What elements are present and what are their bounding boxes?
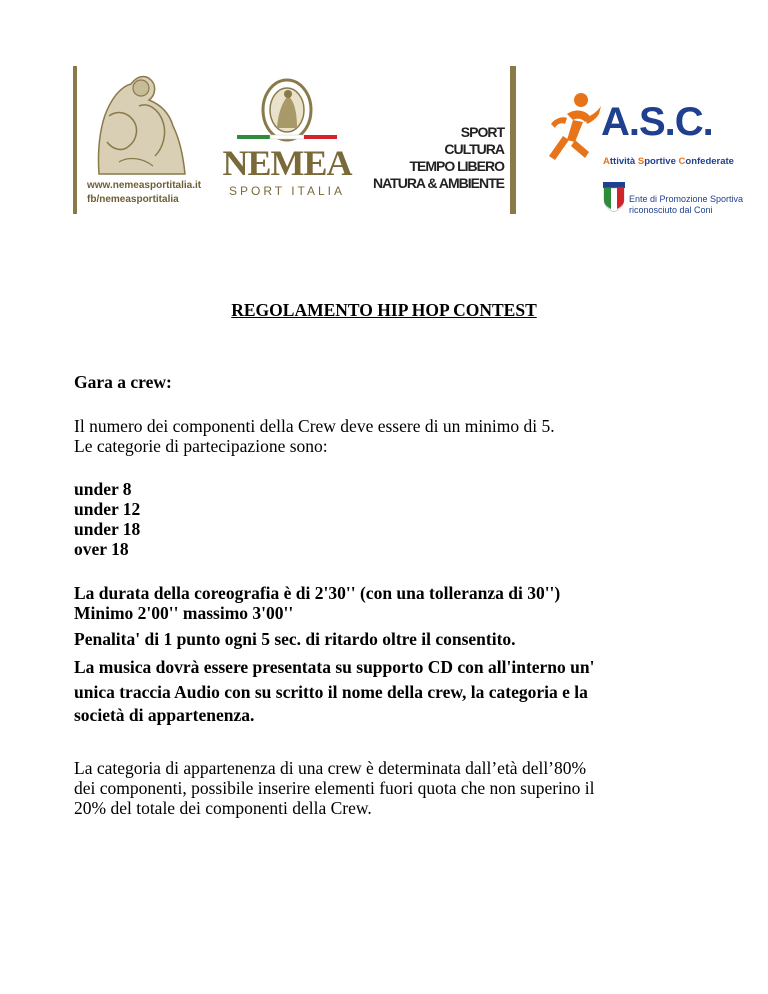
- section-heading: Gara a crew:: [74, 372, 172, 392]
- document-title: REGOLAMENTO HIP HOP CONTEST: [231, 300, 537, 320]
- category-item: under 18: [74, 519, 141, 539]
- asc-wordmark: A.S.C.: [601, 100, 713, 144]
- sport-cultura-lines: [373, 124, 504, 192]
- nemea-emblem: [222, 78, 352, 142]
- asc-logo: [545, 88, 745, 218]
- sport-line: CULTURA: [444, 141, 504, 157]
- intro-line: Il numero dei componenti della Crew deve essere di un minimo di 5.: [74, 416, 555, 436]
- duration-line: Minimo 2'00'' massimo 3'00'': [74, 603, 294, 623]
- sport-cultura-logo: [372, 66, 516, 214]
- asc-ente-line: Ente di Promozione Sportiva: [629, 194, 744, 204]
- sport-line: SPORT: [460, 124, 504, 140]
- nemea-wordmark: NEMEA: [222, 143, 352, 183]
- category-rule-line: La categoria di appartenenza di una crew è determinata dall’età dell’80%: [74, 758, 587, 778]
- category-item: over 18: [74, 539, 129, 559]
- coni-shield-icon: [603, 182, 625, 212]
- music-paragraph: [74, 655, 595, 725]
- header-logos: [0, 0, 768, 230]
- category-rule-paragraph: [74, 758, 595, 818]
- category-item: under 12: [74, 499, 141, 519]
- asc-letter-c: C: [678, 156, 686, 167]
- category-item: under 8: [74, 479, 132, 499]
- logo-divider: [510, 66, 516, 214]
- sport-line: TEMPO LIBERO: [409, 158, 504, 174]
- sport-line: NATURA & AMBIENTE: [372, 175, 504, 191]
- asc-full-name: [603, 156, 734, 167]
- intro-line: Le categorie di partecipazione sono:: [74, 436, 328, 456]
- asc-word-sportive: portive: [644, 156, 679, 167]
- nemea-art-logo: [73, 66, 202, 214]
- category-rule-line: 20% del totale dei componenti della Crew.: [74, 798, 372, 818]
- asc-letter-s: S: [637, 156, 645, 167]
- nemea-website: www.nemeasportitalia.it: [87, 180, 202, 191]
- hercules-lion-illustration: [79, 66, 197, 178]
- intro-paragraph: [74, 416, 555, 456]
- penalty-text: Penalita' di 1 punto ogni 5 sec. di ritardo oltre il consentito.: [74, 629, 516, 649]
- logo-divider: [73, 66, 77, 214]
- asc-letter-a: A: [603, 156, 610, 167]
- category-list: [74, 479, 140, 559]
- duration-line: La durata della coreografia è di 2'30'' (con una tolleranza di 30''): [74, 583, 561, 603]
- asc-word-confederate: onfederate: [685, 156, 734, 167]
- nemea-facebook: fb/nemeasportitalia: [87, 194, 179, 205]
- asc-word-attivita: ttività: [609, 156, 638, 167]
- nemea-subtitle: SPORT ITALIA: [228, 184, 346, 198]
- music-line: La musica dovrà essere presentata su supporto CD con all'interno un': [74, 657, 595, 677]
- asc-ente-text: [629, 194, 743, 216]
- duration-paragraph: [74, 583, 560, 623]
- asc-runner-figure: [545, 88, 603, 166]
- music-line: unica traccia Audio con su scritto il nome della crew, la categoria e la: [74, 682, 588, 702]
- nemea-sport-italia-logo: [222, 78, 352, 202]
- music-line: società di appartenenza.: [74, 705, 255, 725]
- asc-ente-line: riconosciuto dal Coni: [629, 205, 713, 215]
- category-rule-line: dei componenti, possibile inserire elementi fuori quota che non superino il: [74, 778, 595, 798]
